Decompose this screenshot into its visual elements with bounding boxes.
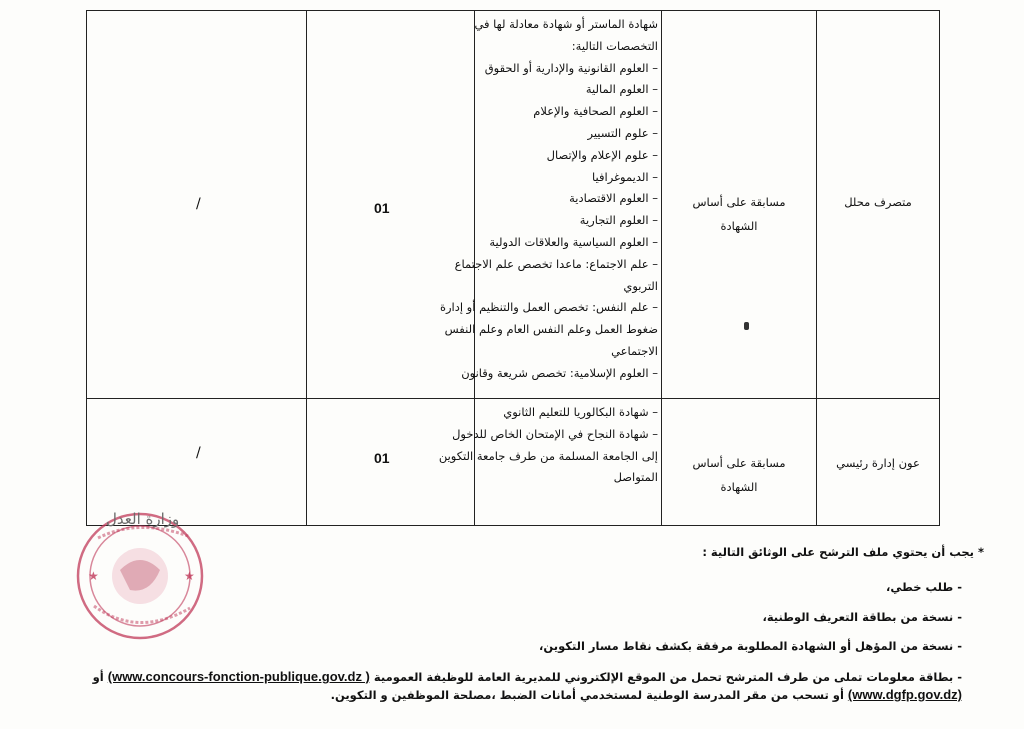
qualification-line: المتواصل xyxy=(613,470,658,485)
qualification-line: التخصصات التالية: xyxy=(571,38,658,53)
qualification-line: – علوم الإعلام والإتصال xyxy=(546,147,658,162)
qualification-line: – شهادة النجاح في الإمتحان الخاص للدخول xyxy=(452,426,658,441)
recruitment-mode-line: مسابقة على أساس xyxy=(692,456,786,470)
qualification-line: – العلوم الاقتصادية xyxy=(569,191,658,206)
qualification-line: – العلوم التجارية xyxy=(579,213,658,228)
qualification-line: ضغوط العمل وعلم النفس العام وعلم النفس xyxy=(444,322,658,337)
qualification-line: – العلوم المالية xyxy=(585,82,658,97)
qualification-line: التربوي xyxy=(623,278,658,293)
qualification-line: – شهادة البكالوريا للتعليم الثانوي xyxy=(503,405,658,419)
stamp-text: وزارة العدل xyxy=(106,510,180,528)
positions-count: 01 xyxy=(374,450,390,466)
recruitment-mode xyxy=(662,451,816,499)
table-left-border xyxy=(86,10,87,526)
other-conditions: / xyxy=(196,196,201,212)
position-name: عون إدارة رئيسي xyxy=(836,456,920,470)
qualification-line: إلى الجامعة المسلمة من طرف جامعة التكوين xyxy=(438,448,658,463)
svg-text:★: ★ xyxy=(184,569,195,583)
table-top-border xyxy=(86,10,940,11)
qualification-line: – علم الاجتماع: ماعدا تخصص علم الاجتماع xyxy=(454,256,658,271)
column-divider xyxy=(306,10,307,526)
qualifications-list xyxy=(439,14,658,385)
recruitment-mode-line: الشهادة xyxy=(720,219,758,233)
note-item-text: أو تسحب من مقر المدرسة الوطنية لمستخدمي أمانات الضبط ،مصلحة الموظفين و التكوين. xyxy=(330,688,844,702)
note-connector: أو xyxy=(92,670,104,684)
qualification-line: – العلوم الإسلامية: تخصص شريعة وقانون xyxy=(461,365,658,380)
official-stamp xyxy=(68,498,218,648)
note-item: - طلب خطي، xyxy=(886,580,962,594)
note-item xyxy=(93,669,962,684)
note-item-text: - بطاقة معلومات تملى من طرف المترشح تحمل من الموقع الإلكتروني للمديرية العامة للوظيفة العمومية xyxy=(373,670,962,684)
qualification-line: – العلوم السياسية والعلاقات الدولية xyxy=(489,234,658,249)
qualification-line: – الديموغرافيا xyxy=(592,169,658,184)
note-item: - نسخة من بطاقة التعريف الوطنية، xyxy=(762,610,962,624)
column-divider xyxy=(816,10,817,526)
positions-table xyxy=(86,10,940,526)
column-divider xyxy=(661,10,662,526)
qualification-line: – علوم التسيير xyxy=(587,125,658,140)
note-item-continuation xyxy=(331,687,962,702)
qualification-line: – العلوم القانونية والإدارية أو الحقوق xyxy=(484,60,658,75)
qualification-line: – العلوم الصحافية والإعلام xyxy=(533,104,658,119)
position-name: متصرف محلل xyxy=(844,195,912,209)
other-conditions: / xyxy=(196,445,201,461)
row-divider xyxy=(86,398,940,399)
table-right-border xyxy=(939,10,940,526)
qualification-line: الاجتماعي xyxy=(611,343,658,358)
website-link[interactable]: (www.concours-fonction-publique.gov.dz ) xyxy=(107,669,370,684)
recruitment-mode-line: الشهادة xyxy=(720,480,758,494)
ink-speck xyxy=(744,322,749,330)
qualifications-list xyxy=(438,402,658,489)
qualification-line: شهادة الماستر أو شهادة معادلة لها في xyxy=(474,17,658,31)
positions-count: 01 xyxy=(374,200,390,216)
note-item: - نسخة من المؤهل أو الشهادة المطلوبة مرفقة بكشف نقاط مسار التكوين، xyxy=(539,639,962,653)
website-link[interactable]: (www.dgfp.gov.dz) xyxy=(847,687,962,702)
notes-intro: * يجب أن يحتوي ملف الترشح على الوثائق التالية : xyxy=(702,545,984,559)
qualification-line: – علم النفس: تخصص العمل والتنظيم أو إدارة xyxy=(439,300,658,315)
recruitment-mode-line: مسابقة على أساس xyxy=(692,195,786,209)
svg-text:★: ★ xyxy=(88,569,99,583)
recruitment-mode xyxy=(662,190,816,238)
